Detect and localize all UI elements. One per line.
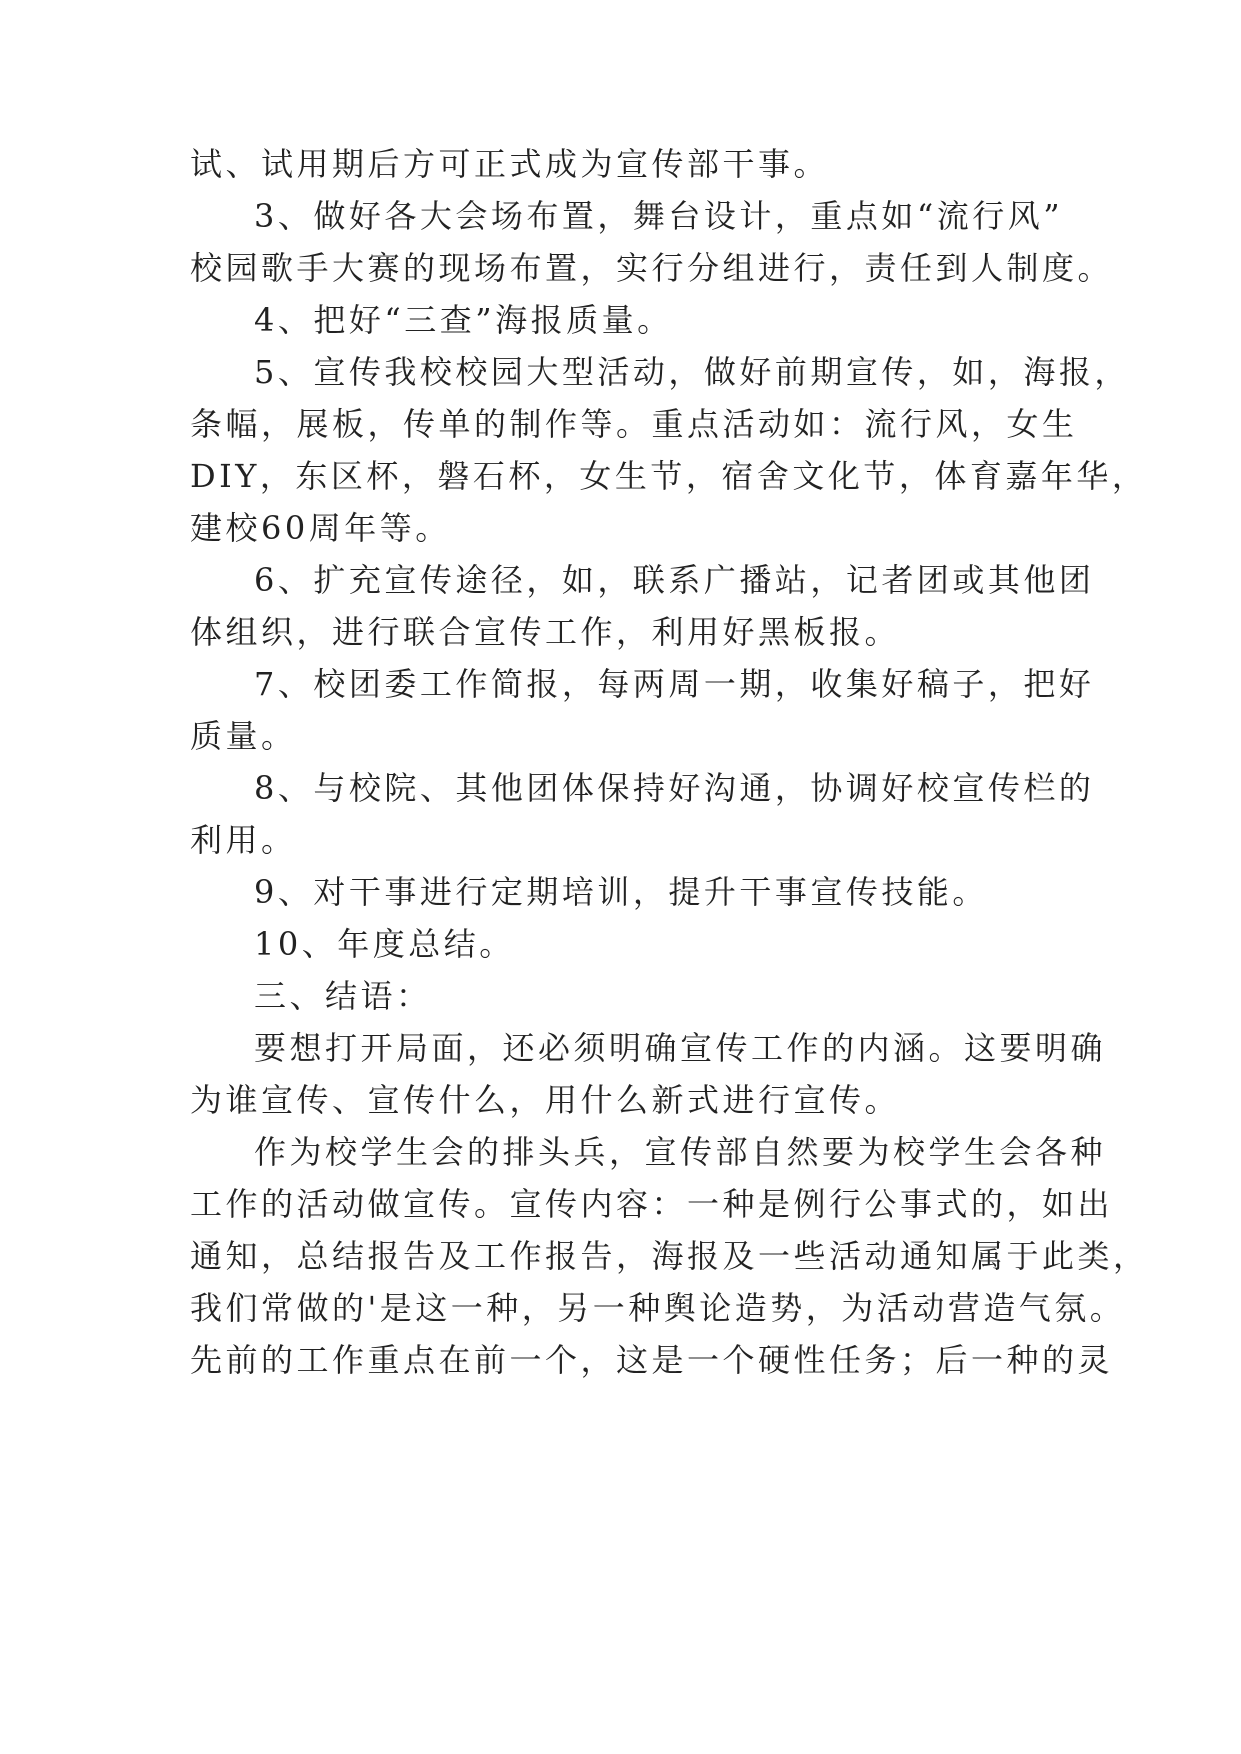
- text-line: 建校60周年等。: [190, 509, 451, 547]
- text-line: 质量。: [190, 717, 297, 755]
- text-line: 我们常做的'是这一种，另一种舆论造势，为活动营造气氛。: [190, 1289, 1126, 1327]
- text-line: 利用。: [190, 821, 297, 859]
- text-line: 9、对干事进行定期培训，提升干事宣传技能。: [254, 873, 988, 911]
- text-line: 先前的工作重点在前一个，这是一个硬性任务；后一种的灵: [190, 1341, 1114, 1379]
- section-heading: 三、结语：: [254, 977, 432, 1015]
- text-line: 作为校学生会的排头兵，宣传部自然要为校学生会各种: [254, 1133, 1107, 1171]
- text-line: 校园歌手大赛的现场布置，实行分组进行，责任到人制度。: [190, 249, 1114, 287]
- text-line: 要想打开局面，还必须明确宣传工作的内涵。这要明确: [254, 1029, 1107, 1067]
- text-line: 4、把好“三查”海报质量。: [254, 301, 673, 339]
- text-line: 7、校团委工作简报，每两周一期，收集好稿子，把好: [254, 665, 1095, 703]
- text-line: 试、试用期后方可正式成为宣传部干事。: [190, 145, 830, 183]
- text-line: 5、宣传我校校园大型活动，做好前期宣传，如，海报，: [254, 353, 1130, 391]
- text-line: 6、扩充宣传途径，如，联系广播站，记者团或其他团: [254, 561, 1095, 599]
- text-line: 通知，总结报告及工作报告，海报及一些活动通知属于此类，: [190, 1237, 1149, 1275]
- text-line: 为谁宣传、宣传什么，用什么新式进行宣传。: [190, 1081, 901, 1119]
- text-line: 工作的活动做宣传。宣传内容：一种是例行公事式的，如出: [190, 1185, 1114, 1223]
- text-line: 8、与校院、其他团体保持好沟通，协调好校宣传栏的: [254, 769, 1095, 807]
- text-line: 3、做好各大会场布置，舞台设计，重点如“流行风”: [254, 197, 1064, 235]
- text-line: DIY，东区杯，磐石杯，女生节，宿舍文化节，体育嘉年华，: [190, 457, 1148, 495]
- text-line: 体组织，进行联合宣传工作，利用好黑板报。: [190, 613, 901, 651]
- text-line: 10、年度总结。: [254, 925, 515, 963]
- text-line: 条幅，展板，传单的制作等。重点活动如：流行风，女生: [190, 405, 1078, 443]
